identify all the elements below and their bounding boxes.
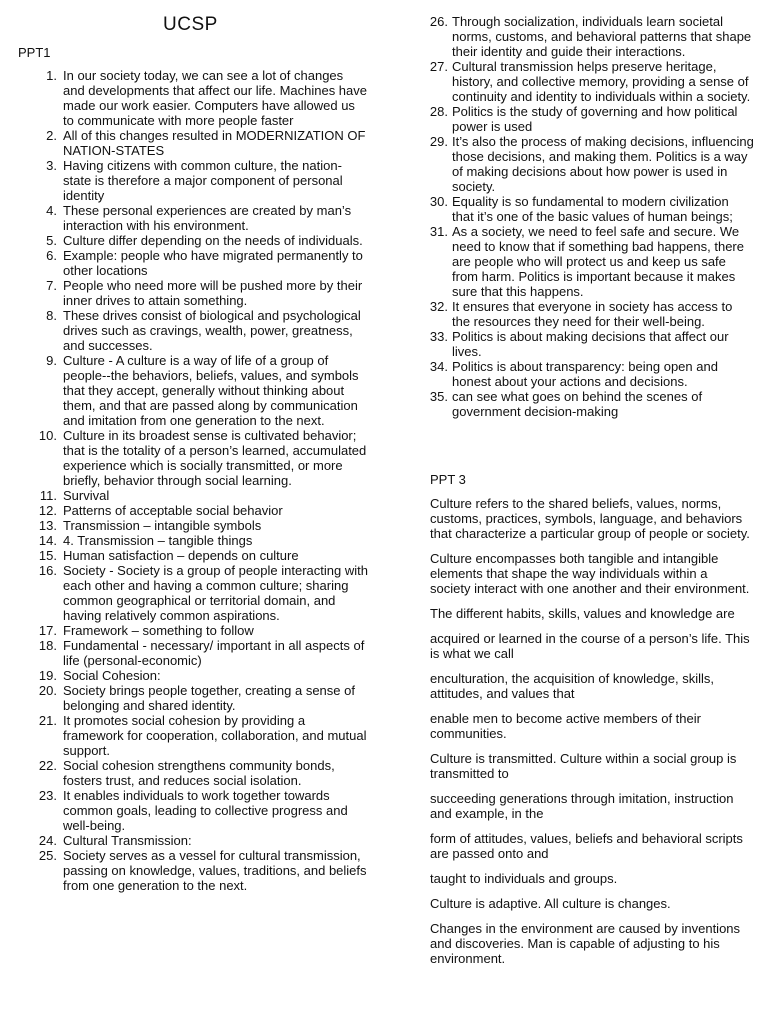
paragraph: form of attitudes, values, beliefs and behavioral scripts are passed onto and — [430, 831, 743, 861]
list-item — [18, 233, 368, 248]
list-item-number: 3. — [46, 158, 57, 173]
list-item — [18, 203, 368, 233]
list-item — [18, 158, 368, 203]
list-item-number: 32. — [429, 299, 448, 314]
list-item — [428, 224, 754, 299]
list-item-text: Having citizens with common culture, the nation-state is therefore a major component of personal identity — [63, 158, 343, 203]
list-item-number: 29. — [429, 134, 448, 149]
list-item-text: As a society, we need to feel safe and secure. We need to know that if something bad happens, there are people who will protect us and keep us safe from harm. Politics is important because it makes sure that this happens. — [452, 224, 744, 299]
list-item-text: Culture - A culture is a way of life of a group of people--the behaviors, beliefs, values, and symbols that they accept, generally without thinking about them, and that are passed along by communication and imitation from one generation to the next. — [63, 353, 359, 428]
list-item — [18, 68, 368, 128]
list-item-text: 4. Transmission – tangible things — [63, 533, 253, 548]
list-item — [18, 683, 368, 713]
list-item — [428, 299, 754, 329]
list-item — [18, 533, 368, 548]
list-item-text: Through socialization, individuals learn societal norms, customs, and behavioral patterns that shape their identity and guide their interactions. — [452, 14, 752, 59]
paragraph: Changes in the environment are caused by inventions and discoveries. Man is capable of adjusting to his environment. — [430, 921, 741, 966]
list-item-text: All of this changes resulted in MODERNIZATION OF NATION-STATES — [63, 128, 366, 158]
list-item — [18, 668, 368, 683]
list-item-text: Politics is about making decisions that affect our lives. — [452, 329, 729, 359]
list-item-number: 28. — [429, 104, 448, 119]
list-item — [428, 329, 754, 359]
list-item — [18, 353, 368, 428]
list-item-text: Culture in its broadest sense is cultivated behavior; that is the totality of a person’s learned, accumulated experience which is socially transmitted, or more briefly, behavior through social learning. — [63, 428, 367, 488]
paragraph: Culture is transmitted. Culture within a social group is transmitted to — [430, 751, 737, 781]
list-item — [18, 308, 368, 353]
list-item-text: These personal experiences are created by man’s interaction with his environment. — [63, 203, 352, 233]
list-item — [428, 104, 754, 134]
paragraph: The different habits, skills, values and knowledge are — [430, 606, 735, 621]
paragraph: Culture refers to the shared beliefs, values, norms, customs, practices, symbols, language, and behaviors that characterize a particular group of people or society. — [430, 496, 750, 541]
list-item — [428, 134, 754, 194]
list-item-number: 14. — [38, 533, 57, 548]
list-item — [18, 713, 368, 758]
list-item-text: Framework – something to follow — [63, 623, 254, 638]
list-item-text: Example: people who have migrated permanently to other locations — [63, 248, 363, 278]
ppt3-paragraphs — [430, 496, 750, 976]
paragraph: taught to individuals and groups. — [430, 871, 618, 886]
list-item — [18, 548, 368, 563]
list-item — [428, 194, 754, 224]
list-item-text: can see what goes on behind the scenes of government decision-making — [452, 389, 703, 419]
list-item-text: Society serves as a vessel for cultural transmission, passing on knowledge, values, traditions, and beliefs from one generation to the next. — [63, 848, 367, 893]
list-item-number: 17. — [38, 623, 57, 638]
list-item — [18, 278, 368, 308]
list-item-number: 23. — [38, 788, 57, 803]
list-item — [18, 833, 368, 848]
list-item-text: Society brings people together, creating a sense of belonging and shared identity. — [63, 683, 355, 713]
list-item-text: It’s also the process of making decisions, influencing those decisions, and making them. Politics is a way of making decisions about how power is used in society. — [452, 134, 754, 194]
list-item — [18, 563, 368, 623]
list-item — [428, 359, 754, 389]
list-item-text: Society - Society is a group of people interacting with each other and having a common culture; sharing common geographical or territorial domain, and having relatively common aspirations. — [63, 563, 368, 623]
paragraph: enculturation, the acquisition of knowledge, skills, attitudes, and values that — [430, 671, 714, 701]
list-item — [18, 128, 368, 158]
paragraph: Culture is adaptive. All culture is changes. — [430, 896, 671, 911]
list-item-number: 19. — [38, 668, 57, 683]
list-item-number: 22. — [38, 758, 57, 773]
list-item — [18, 638, 368, 668]
list-item — [428, 14, 754, 59]
list-item-number: 9. — [46, 353, 57, 368]
list-item-text: Human satisfaction – depends on culture — [63, 548, 299, 563]
list-item-number: 13. — [38, 518, 57, 533]
list-item-number: 18. — [38, 638, 57, 653]
list-item-number: 30. — [429, 194, 448, 209]
list-item-text: These drives consist of biological and psychological drives such as cravings, wealth, power, greatness, and successes. — [63, 308, 361, 353]
list-item-text: Patterns of acceptable social behavior — [63, 503, 283, 518]
list-item-text: Equality is so fundamental to modern civilization that it’s one of the basic values of human beings; — [452, 194, 733, 224]
list-item-number: 16. — [38, 563, 57, 578]
list-item-text: It promotes social cohesion by providing a framework for cooperation, collaboration, and mutual support. — [63, 713, 367, 758]
paragraph: succeeding generations through imitation, instruction and example, in the — [430, 791, 734, 821]
list-item-number: 1. — [46, 68, 57, 83]
list-item-number: 27. — [429, 59, 448, 74]
list-item — [428, 59, 754, 104]
list-item-number: 21. — [38, 713, 57, 728]
ppt3-label: PPT 3 — [430, 472, 466, 487]
list-item-number: 5. — [46, 233, 57, 248]
list-item-text: Survival — [63, 488, 110, 503]
list-item-text: Social Cohesion: — [63, 668, 161, 683]
list-item-number: 6. — [46, 248, 57, 263]
list-item-number: 12. — [38, 503, 57, 518]
list-item-text: Cultural Transmission: — [63, 833, 192, 848]
ppt1-label: PPT1 — [18, 45, 51, 60]
list-item-text: Fundamental - necessary/ important in all aspects of life (personal-economic) — [63, 638, 365, 668]
list-item — [18, 428, 368, 488]
list-item-number: 20. — [38, 683, 57, 698]
list-item — [18, 488, 368, 503]
list-item-text: Transmission – intangible symbols — [63, 518, 262, 533]
list-item-number: 2. — [46, 128, 57, 143]
list-item-text: It ensures that everyone in society has access to the resources they need for their well-being. — [452, 299, 733, 329]
list-item-number: 8. — [46, 308, 57, 323]
list-item-number: 24. — [38, 833, 57, 848]
left-numbered-list — [18, 68, 368, 893]
list-item-text: Politics is about transparency: being open and honest about your actions and decisions. — [452, 359, 718, 389]
paragraph: enable men to become active members of their communities. — [430, 711, 701, 741]
list-item — [18, 623, 368, 638]
list-item — [18, 848, 368, 893]
list-item — [18, 248, 368, 278]
list-item-number: 33. — [429, 329, 448, 344]
list-item — [18, 518, 368, 533]
list-item-number: 26. — [429, 14, 448, 29]
list-item-text: Culture differ depending on the needs of individuals. — [63, 233, 363, 248]
list-item — [18, 788, 368, 833]
list-item — [18, 758, 368, 788]
list-item-text: In our society today, we can see a lot of changes and developments that affect our life. Machines have made our work easier. Computers have allowed us to communicate with more people faster — [63, 68, 368, 128]
list-item-text: Social cohesion strengthens community bonds, fosters trust, and reduces social isolation. — [63, 758, 335, 788]
list-item-number: 7. — [46, 278, 57, 293]
list-item-number: 34. — [429, 359, 448, 374]
list-item — [428, 389, 754, 419]
list-item — [18, 503, 368, 518]
list-item-number: 11. — [39, 488, 57, 503]
list-item-number: 15. — [38, 548, 57, 563]
list-item-text: People who need more will be pushed more by their inner drives to attain something. — [63, 278, 363, 308]
document-title: UCSP — [163, 14, 218, 35]
paragraph: Culture encompasses both tangible and intangible elements that shape the way individuals within a society interact with one another and their environment. — [430, 551, 750, 596]
list-item-number: 35. — [429, 389, 448, 404]
list-item-number: 4. — [46, 203, 57, 218]
paragraph: acquired or learned in the course of a person’s life. This is what we call — [430, 631, 750, 661]
list-item-text: Politics is the study of governing and how political power is used — [452, 104, 738, 134]
right-numbered-list — [428, 14, 754, 419]
list-item-number: 25. — [38, 848, 57, 863]
list-item-number: 10. — [38, 428, 57, 443]
list-item-number: 31. — [429, 224, 448, 239]
list-item-text: It enables individuals to work together towards common goals, leading to collective progress and well-being. — [63, 788, 348, 833]
list-item-text: Cultural transmission helps preserve heritage, history, and collective memory, providing a sense of continuity and identity to individuals within a society. — [452, 59, 751, 104]
